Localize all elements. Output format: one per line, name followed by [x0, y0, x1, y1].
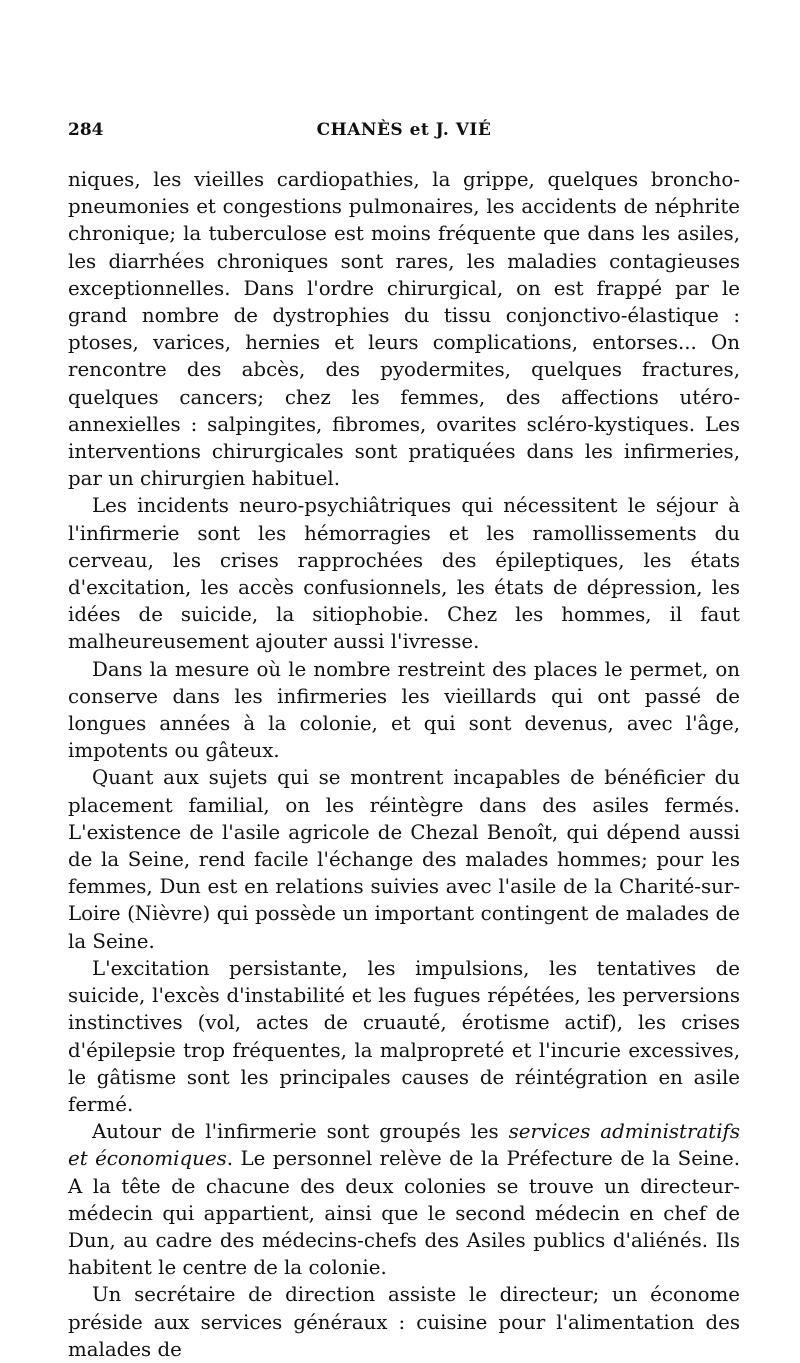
italic-term: services administratifs et économiques [68, 1120, 740, 1171]
page-number: 284 [68, 120, 104, 140]
paragraph-secretary: Un secrétaire de direction assiste le directeur; un économe préside aux services généraux : cuisine pour l'alimentation des malades de [68, 1283, 740, 1361]
paragraph-administrative-services [68, 1118, 740, 1281]
body-text [68, 166, 740, 1363]
text-segment: . Le personnel relève de la Préfecture de la Seine. A la tête de chacune des deux colonies se trouve un directeur-médecin qui appartient, ainsi que le second médecin en chef de Dun, au cadre des médecins-chefs des Asiles publics d'aliénés. Ils habitent le centre de la colonie. [68, 1147, 740, 1280]
paragraph-neuro-psychiatric-incidents: Les incidents neuro-psychiâtriques qui nécessitent le séjour à l'infirmerie sont les hémorragies et les ramollissements du cerveau, les crises rapprochées des épileptiques, les états d'excitation, les accès confusionnels, les états de dépression, les idées de suicide, la sitiophobie. Chez les hommes, il faut malheureusement ajouter aussi l'ivresse. [68, 494, 740, 654]
running-head [68, 120, 740, 150]
paragraph-reintegration-causes: L'excitation persistante, les impulsions, les tentatives de suicide, l'excès d'instabilité et les fugues répétées, les perversions instinctives (vol, actes de cruauté, érotisme actif), les crises d'épilepsie trop fréquentes, la malpropreté et l'incurie excessives, le gâtisme sont les principales causes de réintégration en asile fermé. [68, 956, 740, 1116]
paragraph-continued: niques, les vieilles cardiopathies, la grippe, quelques broncho-pneumonies et congestions pulmonaires, les accidents de néphrite chronique; la tuberculose est moins fréquente que dans les asiles, les diarrhées chroniques sont rares, les maladies contagieuses exceptionnelles. Dans l'ordre chirurgical, on est frappé par le grand nombre de dystrophies du tissu conjonctivo-élastique : ptoses, varices, hernies et leurs complications, entorses... On rencontre des abcès, des pyodermites, quelques fractures, quelques cancers; chez les femmes, des affections utéro-annexielles : salpingites, fibromes, ovarites scléro-kystiques. Les interventions chirurgicales sont pratiquées dans les infirmeries, par un chirurgien habituel. [68, 168, 740, 491]
paragraph-elderly-patients: Dans la mesure où le nombre restreint des places le permet, on conserve dans les infirmeries les vieillards qui ont passé de longues années à la colonie, et qui sont devenus, avec l'âge, impotents ou gâteux. [68, 657, 740, 763]
text-segment: Autour de l'infirmerie sont groupés les [92, 1120, 509, 1144]
paragraph-closed-asylums: Quant aux sujets qui se montrent incapables de bénéficier du placement familial, on les réintègre dans des asiles fermés. L'existence de l'asile agricole de Chezal Benoît, qui dépend aussi de la Seine, rend facile l'échange des malades hommes; pour les femmes, Dun est en relations suivies avec l'asile de la Charité-sur-Loire (Nièvre) qui possède un important contingent de malades de la Seine. [68, 766, 740, 953]
running-title: CHANÈS et J. VIÉ [316, 120, 492, 140]
